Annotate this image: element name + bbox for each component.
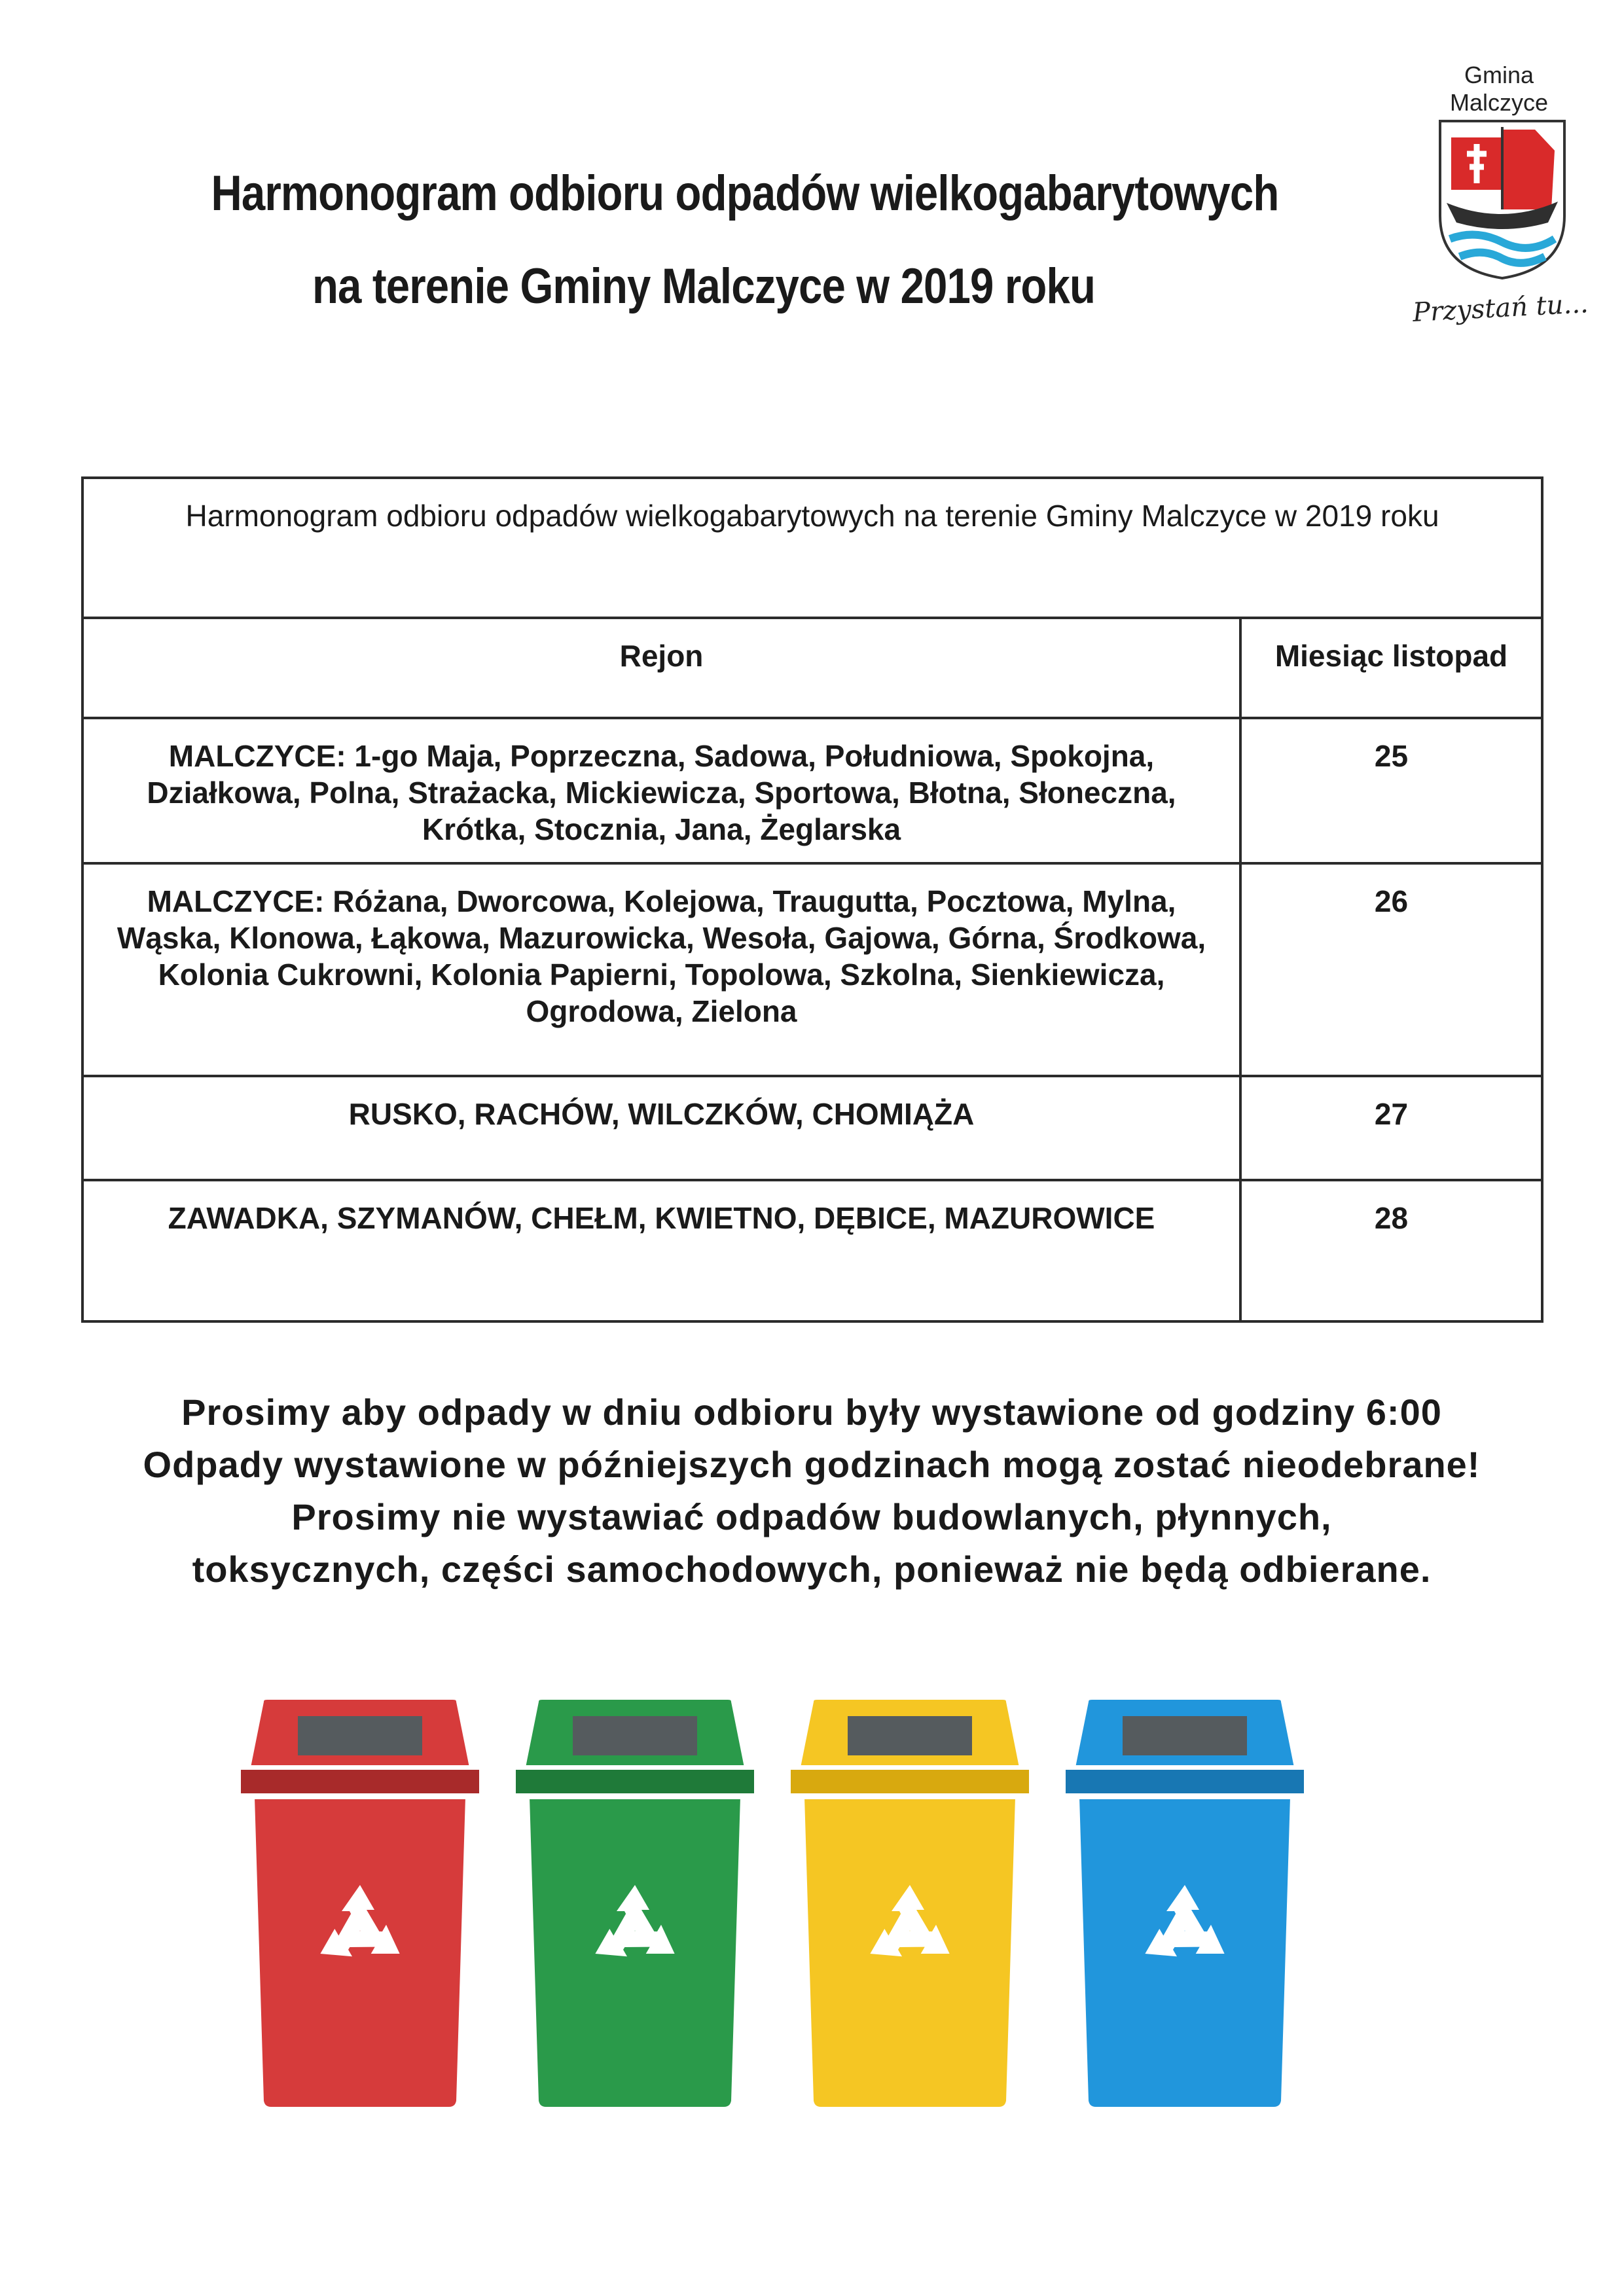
notice-line: Odpady wystawione w późniejszych godzinach mogą zostać nieodebrane! [143,1444,1481,1485]
region-cell: RUSKO, RACHÓW, WILCZKÓW, CHOMIĄŻA [82,1076,1240,1180]
region-cell: MALCZYCE: Różana, Dworcowa, Kolejowa, Traugutta, Pocztowa, Mylna, Wąska, Klonowa, Łąkowa, Mazurowicka, Wesoła, Gajowa, Górna, Środkowa, Kolonia Cukrowni, Kolonia Papierni, Topolowa, Szkolna, Sienkiewicza, Ogrodowa, Zielona [82,863,1240,1076]
table-row [82,1076,1542,1180]
day-cell: 28 [1240,1180,1542,1321]
table-title: Harmonogram odbioru odpadów wielkogabarytowych na terenie Gminy Malczyce w 2019 roku [82,478,1542,618]
region-cell: MALCZYCE: 1-go Maja, Poprzeczna, Sadowa, Południowa, Spokojna, Działkowa, Polna, Strażacka, Mickiewicza, Sportowa, Błotna, Słoneczna, Krótka, Stocznia, Jana, Żeglarska [82,718,1240,863]
table-row [82,1180,1542,1321]
table-row [82,863,1542,1076]
region-cell: ZAWADKA, SZYMANÓW, CHEŁM, KWIETNO, DĘBICE, MAZUROWICE [82,1180,1240,1321]
notice-line: Prosimy nie wystawiać odpadów budowlanych, płynnych, [291,1496,1332,1537]
blue-bin-icon [1060,1695,1309,2114]
notice-line: Prosimy aby odpady w dniu odbioru były wystawione od godziny 6:00 [181,1391,1442,1433]
table-title-row [82,478,1542,618]
table-row [82,718,1542,863]
day-cell: 26 [1240,863,1542,1076]
logo-name: Gmina Malczyce [1449,62,1549,116]
page-title-line2: na terenie Gminy Malczyce w 2019 roku [312,259,1096,314]
day-cell: 25 [1240,718,1542,863]
notice-line: toksycznych, części samochodowych, ponieważ nie będą odbierane. [192,1549,1432,1590]
page-title [211,147,1279,333]
day-cell: 27 [1240,1076,1542,1180]
page-title-line1: Harmonogram odbioru odpadów wielkogabarytowych [211,166,1279,221]
schedule-table [81,476,1543,1323]
column-header-month: Miesiąc listopad [1240,618,1542,718]
yellow-bin-icon [785,1695,1034,2114]
notice-text [26,1386,1597,1596]
green-bin-icon [511,1695,759,2114]
column-header-region: Rejon [82,618,1240,718]
waste-bins [236,1695,1362,2114]
table-header-row [82,618,1542,718]
municipality-logo [1401,52,1597,353]
coat-of-arms-icon [1437,118,1568,281]
red-bin-icon [236,1695,484,2114]
logo-slogan: Przystań tu... [1411,289,1589,328]
